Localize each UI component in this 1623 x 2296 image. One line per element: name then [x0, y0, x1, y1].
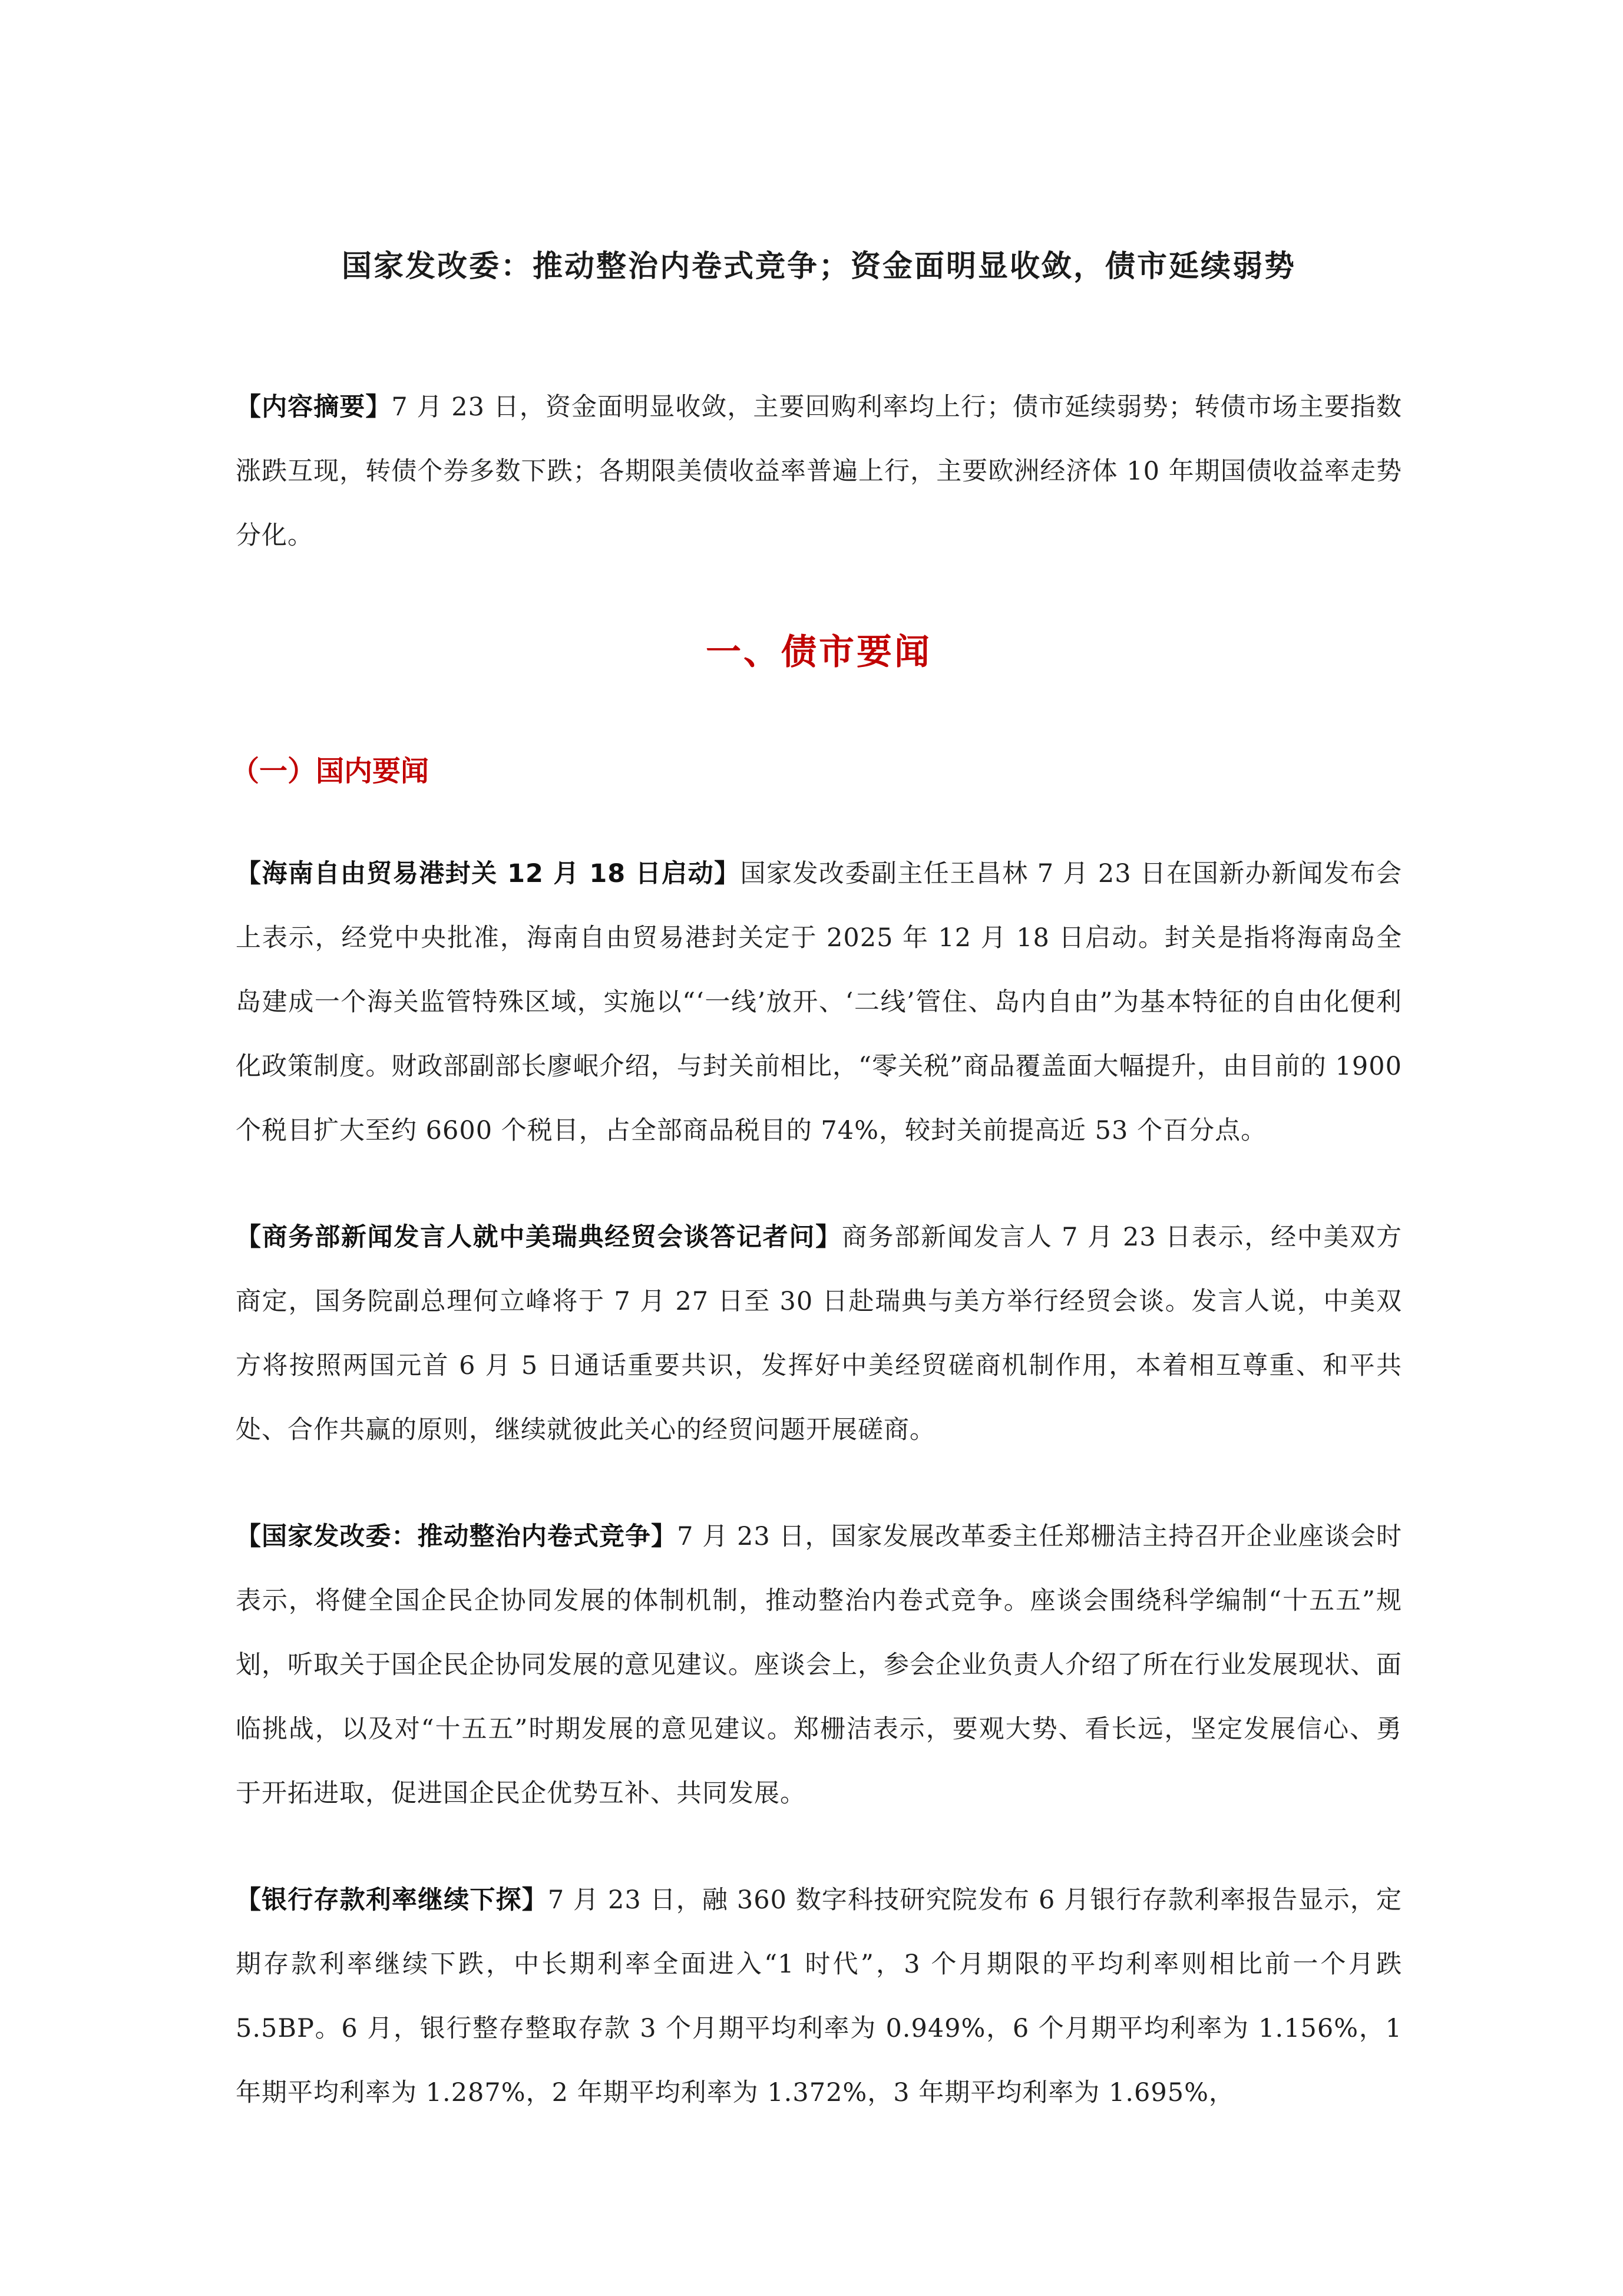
- summary-paragraph: [236, 375, 1402, 568]
- news-lead: 【国家发改委：推动整治内卷式竞争】: [236, 1522, 677, 1551]
- news-lead: 【海南自由贸易港封关 12 月 18 日启动】: [236, 859, 741, 888]
- summary-lead: 【内容摘要】: [236, 392, 392, 422]
- news-lead: 【商务部新闻发言人就中美瑞典经贸会谈答记者问】: [236, 1223, 842, 1252]
- subsection-title: （一）国内要闻: [231, 755, 429, 788]
- news-text: 7 月 23 日，融 360 数字科技研究院发布 6 月银行存款利率报告显示，定期存款利率继续下跌，中长期利率全面进入“1 时代”，3 个月期限的平均利率则相比前一个月跌 5.5BP。6 月，银行整存整取存款 3 个月期平均利率为 0.949%，6 个月期平均利率为 1.156%，1 年期平均利率为 1.287%，2 年期平均利率为 1.372%，3 年期平均利率为 1.695%，: [236, 1885, 1402, 2107]
- news-text: 国家发改委副主任王昌林 7 月 23 日在国新办新闻发布会上表示，经党中央批准，海南自由贸易港封关定于 2025 年 12 月 18 日启动。封关是指将海南岛全岛建成一个海关监管特殊区域，实施以“‘一线’放开、‘二线’管住、岛内自由”为基本特征的自由化便利化政策制度。财政部副部长廖岷介绍，与封关前相比，“零关税”商品覆盖面大幅提升，由目前的 1900 个税目扩大至约 6600 个税目，占全部商品税目的 74%，较封关前提高近 53 个百分点。: [236, 859, 1403, 1145]
- news-lead: 【银行存款利率继续下探】: [236, 1885, 548, 1915]
- section-title: 一、债市要闻: [706, 632, 932, 673]
- news-text: 商务部新闻发言人 7 月 23 日表示，经中美双方商定，国务院副总理何立峰将于 7 月 27 日至 30 日赴瑞典与美方举行经贸会谈。发言人说，中美双方将按照两国元首 6 月 5 日通话重要共识，发挥好中美经贸磋商机制作用，本着相互尊重、和平共处、合作共赢的原则，继续就彼此关心的经贸问题开展磋商。: [236, 1223, 1402, 1445]
- news-item-ndrc: [236, 1505, 1402, 1826]
- summary-text: 7 月 23 日，资金面明显收敛，主要回购利率均上行；债市延续弱势；转债市场主要指数涨跌互现，转债个券多数下跌；各期限美债收益率普遍上行，主要欧洲经济体 10 年期国债收益率走势分化。: [236, 392, 1402, 550]
- document-page: [231, 242, 1403, 2125]
- news-item-hainan: [236, 842, 1402, 1163]
- news-item-mofcom: [236, 1205, 1402, 1462]
- news-text: 7 月 23 日，国家发展改革委主任郑栅洁主持召开企业座谈会时表示，将健全国企民企协同发展的体制机制，推动整治内卷式竞争。座谈会围绕科学编制“十五五”规划，听取关于国企民企协同发展的意见建议。座谈会上，参会企业负责人介绍了所在行业发展现状、面临挑战，以及对“十五五”时期发展的意见建议。郑栅洁表示，要观大势、看长远，坚定发展信心、勇于开拓进取，促进国企民企优势互补、共同发展。: [236, 1522, 1402, 1808]
- news-item-deposit-rates: [236, 1868, 1402, 2125]
- document-title: 国家发改委：推动整治内卷式竞争；资金面明显收敛，债市延续弱势: [341, 249, 1296, 284]
